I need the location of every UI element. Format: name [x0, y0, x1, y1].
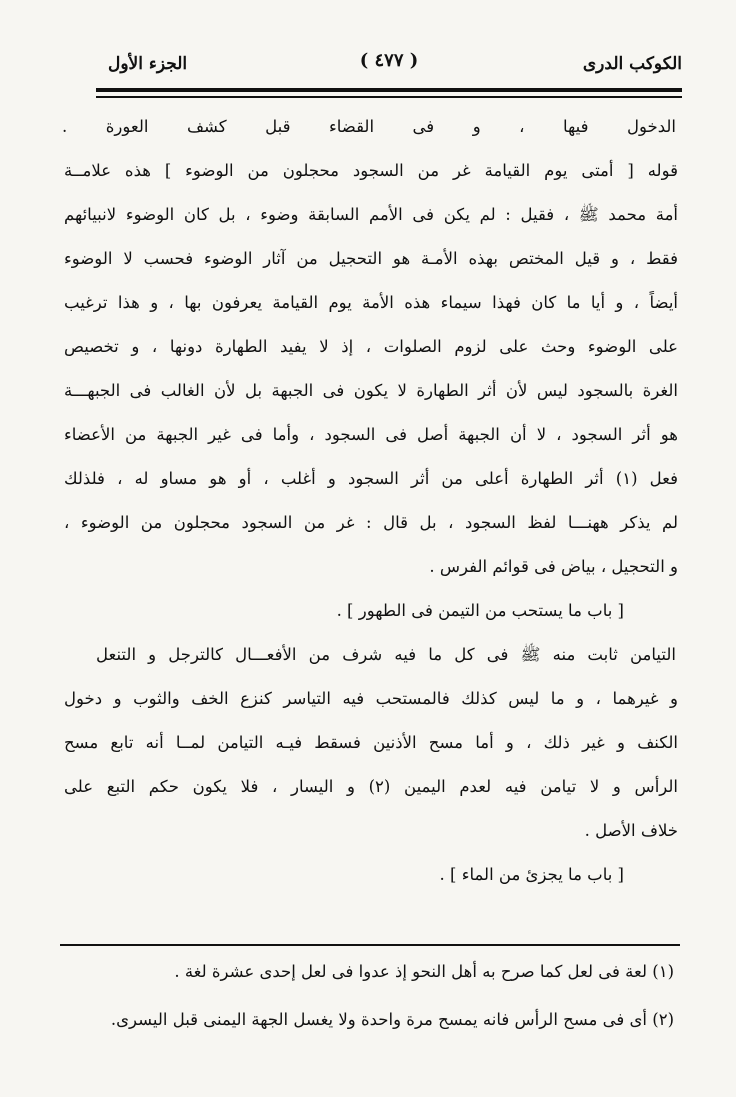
- chapter-heading: [ باب ما يستحب من التيمن فى الطهور ] .: [336, 601, 624, 620]
- book-title: الكوكب الدرى: [582, 54, 682, 74]
- text-line: فقط ، و قيل المختص بهذه الأمـة هو التحجيل من آثار الوضوء فحسب لا الوضوء: [64, 249, 678, 268]
- text-line: على الوضوء وحث على لزوم الصلوات ، إذ لا يفيد الطهارة دونها ، و تخصيص: [64, 337, 678, 356]
- text-line: فعل (١) أثر الطهارة أعلى من أثر السجود و أغلب ، أو هو مساو له ، فلذلك: [64, 469, 678, 488]
- text-line: قوله [ أمتى يوم القيامة غر من السجود محجلون من الوضوء ] هذه علامــة: [64, 161, 678, 180]
- text-line: الغرة بالسجود ليس لأن أثر الطهارة لا يكون فى الجبهة بل لأن الغالب فى الجبهـــة: [64, 381, 678, 400]
- page-number: ( ٤٧٧ ): [359, 50, 419, 71]
- text-line: التيامن ثابت منه ﷺ فى كل ما فيه شرف من الأفعـــال كالترجل و التنعل: [96, 645, 676, 664]
- text-line: و غيرهما ، و ما ليس كذلك فالمستحب فيه التياسر كنزع الخف والثوب و دخول: [64, 689, 678, 708]
- footnote: (١) لعة فى لعل كما صرح به أهل النحو إذ عدوا فى لعل إحدى عشرة لغة .: [174, 962, 674, 981]
- text-line: هو أثر السجود ، لا أن الجبهة أصل فى السجود ، وأما فى غير الجبهة من الأعضاء: [64, 425, 678, 444]
- volume-label: الجزء الأول: [108, 54, 188, 74]
- text-line: و التحجيل ، بياض فى قوائم الفرس .: [429, 557, 678, 576]
- footnote: (٢) أى فى مسح الرأس فانه يمسح مرة واحدة ولا يغسل الجهة اليمنى قبل اليسرى.: [110, 1010, 674, 1029]
- text-line: الرأس و لا تيامن فيه لعدم اليمين (٢) و اليسار ، فلا يكون حكم التبع على: [64, 777, 678, 796]
- text-line: أمة محمد ﷺ ، فقيل : لم يكن فى الأمم السابقة وضوء ، بل كان الوضوء لانبيائهم: [64, 205, 678, 224]
- text-line: لم يذكر ههنـــا لفظ السجود ، بل قال : غر من السجود محجلون من الوضوء ،: [64, 513, 678, 532]
- header-rule-thick: [96, 88, 682, 92]
- page-header: [96, 50, 682, 82]
- text-line: أيضاً ، و أيا ما كان فهذا سيماء هذه الأمة يوم القيامة يعرفون بها ، و هذا ترغيب: [64, 293, 678, 312]
- text-line: الدخول فيها ، و فى القضاء قبل كشف العورة .: [62, 117, 676, 136]
- text-line: خلاف الأصل .: [584, 821, 678, 840]
- chapter-heading: [ باب ما يجزئ من الماء ] .: [439, 865, 624, 884]
- text-line: الكنف و غير ذلك ، و أما مسح الأذنين فسقط فيـه التيامن لمــا أنه تابع مسح: [64, 733, 678, 752]
- footnote-rule: [60, 944, 680, 946]
- header-rule-thin: [96, 96, 682, 98]
